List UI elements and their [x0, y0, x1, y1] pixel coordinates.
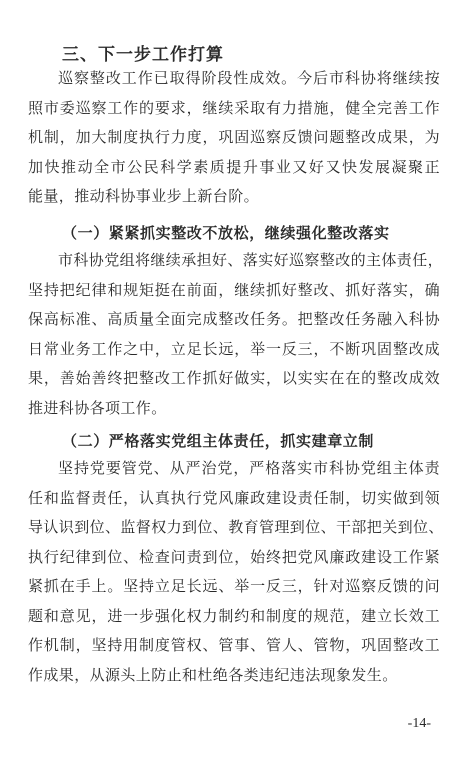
paragraph-line: 紧抓在手上。坚持立足长远、举一反三，针对巡察反馈的问	[28, 577, 440, 595]
paragraph-line: 执行纪律到位、检查问责到位，始终把党风廉政建设工作紧	[28, 547, 440, 566]
paragraph-line: 加快推动全市公民科学素质提升事业又好又快发展凝聚正	[28, 157, 440, 176]
paragraph-line: 日常业务工作之中，立足长远，举一反三，不断巩固整改成	[28, 339, 440, 358]
paragraph-line: 市科协党组将继续承担好、落实好巡察整改的主体责任，	[58, 251, 444, 269]
paragraph-line: 作机制，坚持用制度管权、管事、管人、管物，巩固整改工	[28, 636, 440, 654]
paragraph-line: 能量，推动科协事业步上新台阶。	[28, 187, 260, 205]
subsection-heading-1: （一）紧紧抓实整改不放松，继续强化整改落实	[62, 224, 390, 242]
paragraph-line: 果，善始善终把整改工作抓好做实，以实实在在的整改成效	[28, 369, 440, 387]
subsection-1-paragraph	[28, 246, 444, 423]
paragraph-line: 题和意见，进一步强化权力制约和制度的规范，建立长效工	[28, 606, 440, 625]
paragraph-line: 保高标准、高质量全面完成整改任务。把整改任务融入科协	[28, 310, 440, 328]
page-number: -14-	[407, 716, 431, 731]
paragraph-line: 机制，加大制度执行力度，巩固巡察反馈问题整改成果，为	[28, 128, 440, 146]
paragraph-line: 导认识到位、监督权力到位、教育管理到位、干部把关到位、	[28, 518, 444, 536]
subsection-2-paragraph	[28, 454, 444, 690]
paragraph-line: 巡察整改工作已取得阶段性成效。今后市科协将继续按	[58, 69, 440, 87]
paragraph-line: 作成果，从源头上防止和杜绝各类违纪违法现象发生。	[28, 665, 398, 684]
paragraph-line: 坚持把纪律和规矩挺在前面，继续抓好整改、抓好落实，确	[28, 280, 440, 299]
paragraph-line: 任和监督责任，认真执行党风廉政建设责任制，切实做到领	[28, 488, 440, 507]
section-title: 三、下一步工作打算	[62, 45, 224, 65]
subsection-heading-2: （二）严格落实党组主体责任，抓实建章立制	[62, 432, 375, 450]
intro-paragraph	[28, 64, 440, 212]
paragraph-line: 坚持党要管党、从严治党，严格落实市科协党组主体责	[58, 459, 440, 477]
paragraph-line: 照市委巡察工作的要求，继续采取有力措施，健全完善工作	[28, 98, 440, 117]
paragraph-line: 推进科协各项工作。	[28, 398, 167, 417]
